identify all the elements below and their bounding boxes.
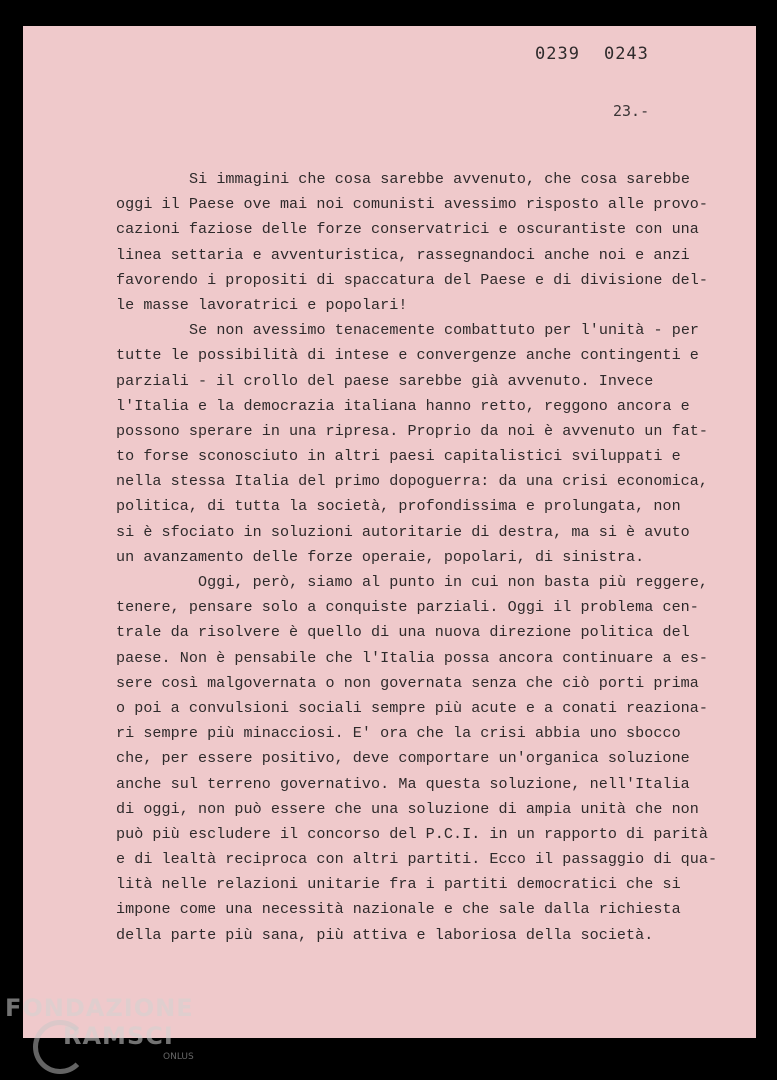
text-line: può più escludere il concorso del P.C.I. in un rapporto di parità [116,824,709,843]
text-line: Oggi, però, siamo al punto in cui non basta più reggere, [198,573,709,591]
text-line: impone come una necessità nazionale e che sale dalla richiesta [116,900,681,919]
text-line: tenere, pensare solo a conquiste parziali. Oggi il problema cen- [116,598,699,617]
text-line: trale da risolvere è quello di una nuova direzione politica del [116,623,690,642]
text-line: Se non avessimo tenacemente combattuto per l'unità - per [189,321,700,340]
text-line: l'Italia e la democrazia italiana hanno retto, reggono ancora e [116,396,690,415]
text-line: che, per essere positivo, deve comportare un'organica soluzione [116,749,690,768]
text-line: sere così malgovernata o non governata senza che ciò porti prima [116,673,699,692]
archive-code [535,44,649,64]
text-line: to forse sconosciuto in altri paesi capitalistici sviluppati e [116,447,681,466]
text-line: della parte più sana, più attiva e laboriosa della società. [116,925,654,944]
watermark-line2: RAMSCI [63,1022,174,1050]
text-line: parziali - il crollo del paese sarebbe già avvenuto. Invece [116,371,654,390]
archive-code-first: 0239 [535,44,580,64]
text-line: un avanzamento delle forze operaie, popolari, di sinistra. [116,547,645,566]
text-line: linea settaria e avventuristica, rassegnandoci anche noi e anzi [116,245,690,264]
body-text [116,167,736,948]
text-line: favorendo i propositi di spaccatura del Paese e di divisione del- [116,270,709,289]
watermark-line3: ONLUS [163,1052,194,1062]
text-line: possono sperare in una ripresa. Proprio da noi è avvenuto un fat- [116,421,709,440]
fondazione-gramsci-watermark [5,994,194,1062]
watermark-g-logo-icon [33,1020,87,1074]
archive-code-second: 0243 [603,44,649,64]
text-line: Si immagini che cosa sarebbe avvenuto, che cosa sarebbe [189,170,690,188]
text-line: ri sempre più minacciosi. E' ora che la crisi abbia uno sbocco [116,724,681,743]
text-line: di oggi, non può essere che una soluzione di ampia unità che non [116,799,699,818]
document-page [23,26,756,1038]
text-line: anche sul terreno governativo. Ma questa soluzione, nell'Italia [116,774,690,793]
text-line: le masse lavoratrici e popolari! [116,295,408,314]
text-line: lità nelle relazioni unitarie fra i partiti democratici che si [116,875,681,894]
text-line: tutte le possibilità di intese e convergenze anche contingenti e [116,346,699,365]
text-line: e di lealtà reciproca con altri partiti. Ecco il passaggio di qua- [116,850,718,869]
text-line: cazioni faziose delle forze conservatrici e oscurantiste con una [116,220,699,239]
page-number: 23.- [613,102,650,120]
text-line: paese. Non è pensabile che l'Italia possa ancora continuare a es- [116,648,709,667]
text-line: politica, di tutta la società, profondissima e prolungata, non [116,497,681,516]
text-line: nella stessa Italia del primo dopoguerra: da una crisi economica, [116,472,709,491]
text-line: oggi il Paese ove mai noi comunisti avessimo risposto alle provo- [116,195,709,214]
watermark-line1: FONDAZIONE [5,994,194,1022]
text-line: o poi a convulsioni sociali sempre più acute e a conati reaziona- [116,698,709,717]
text-line: si è sfociato in soluzioni autoritarie di destra, ma si è avuto [116,522,690,541]
